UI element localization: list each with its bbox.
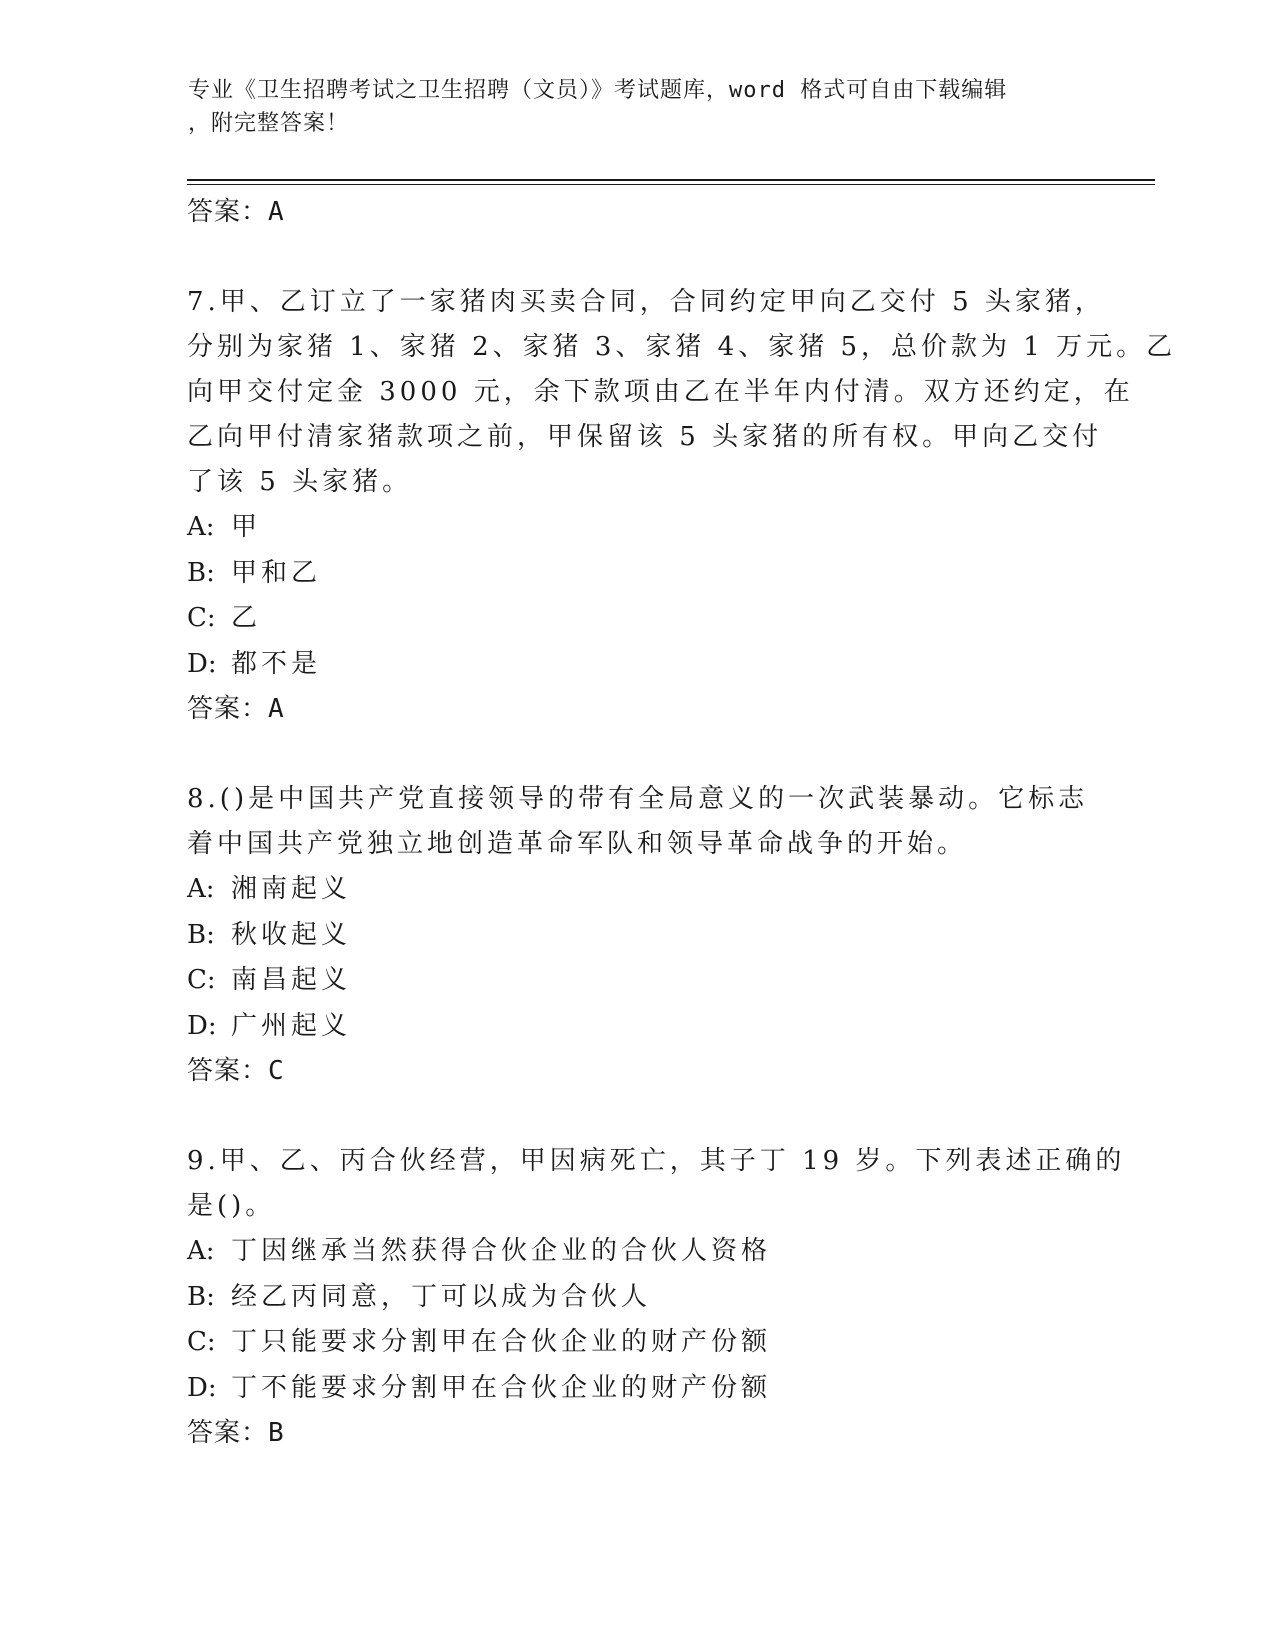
option-label: D: — [187, 1372, 217, 1403]
option-label: A: — [187, 512, 215, 542]
option-d — [187, 642, 1087, 688]
answer-line: 答案：A — [187, 197, 285, 227]
option-c — [187, 1320, 1087, 1366]
question-block — [187, 1139, 1126, 1456]
option-b — [187, 1275, 1087, 1321]
option-text: 秋收起义 — [231, 919, 352, 950]
question-text-line: 分别为家猪 1、家猪 2、家猪 3、家猪 4、家猪 5，总价款为 1 万元。乙 — [187, 332, 1177, 362]
option-a — [187, 867, 1087, 913]
option-text: 丁只能要求分割甲在合伙企业的财产份额 — [231, 1327, 772, 1357]
option-text: 广州起义 — [231, 1010, 352, 1041]
option-c — [187, 958, 1087, 1004]
question-text-line: 是()。 — [187, 1191, 276, 1221]
answer-line: 答案：B — [187, 1418, 285, 1448]
option-label: D: — [187, 648, 217, 679]
question-text-line: 乙向甲付清家猪款项之前，甲保留该 5 头家猪的所有权。甲向乙交付 — [187, 422, 1103, 452]
question-text-line: 9.甲、乙、丙合伙经营，甲因病死亡，其子丁 19 岁。下列表述正确的 — [187, 1146, 1126, 1176]
option-b — [187, 551, 1087, 597]
option-b — [187, 913, 1087, 959]
option-label: C: — [187, 603, 216, 633]
option-text: 甲和乙 — [231, 557, 322, 588]
header-divider-top — [187, 179, 1155, 181]
option-label: C: — [187, 965, 216, 995]
option-text: 甲 — [231, 512, 262, 542]
option-label: B: — [187, 557, 215, 588]
option-c — [187, 596, 1087, 642]
option-label: B: — [187, 1281, 215, 1312]
header-line-2: ，附完整答案！ — [188, 111, 350, 136]
question-text-line: 向甲交付定金 3000 元，余下款项由乙在半年内付清。双方还约定，在 — [187, 377, 1134, 407]
document-header — [188, 74, 1088, 140]
option-text: 湘南起义 — [231, 874, 352, 904]
question-text-line: 8.()是中国共产党直接领导的带有全局意义的一次武装暴动。它标志 — [187, 784, 1089, 814]
option-text: 乙 — [231, 603, 262, 633]
option-d — [187, 1004, 1087, 1050]
answer-line: 答案：C — [187, 1056, 285, 1086]
option-text: 都不是 — [231, 648, 322, 679]
option-label: A: — [187, 874, 215, 904]
question-block — [187, 280, 1177, 732]
question-text-line: 7.甲、乙订立了一家猪肉买卖合同，合同约定甲向乙交付 5 头家猪， — [187, 287, 1105, 317]
option-label: A: — [187, 1236, 215, 1266]
option-label: B: — [187, 919, 215, 950]
option-d — [187, 1366, 1087, 1412]
answer-line: 答案：A — [187, 694, 285, 724]
document-body — [187, 190, 1177, 1456]
option-text: 南昌起义 — [231, 965, 352, 995]
option-a — [187, 1229, 1087, 1275]
option-label: C: — [187, 1327, 216, 1357]
option-a — [187, 505, 1087, 551]
option-text: 丁因继承当然获得合伙企业的合伙人资格 — [231, 1236, 772, 1266]
question-text-line: 着中国共产党独立地创造革命军队和领导革命战争的开始。 — [187, 829, 968, 859]
question-text-line: 了该 5 头家猪。 — [187, 467, 413, 497]
option-text: 经乙丙同意，丁可以成为合伙人 — [231, 1281, 652, 1312]
header-line-1: 专业《卫生招聘考试之卫生招聘（文员）》考试题库，word 格式可自由下载编辑 — [188, 78, 1008, 103]
option-text: 丁不能要求分割甲在合伙企业的财产份额 — [231, 1372, 772, 1403]
option-label: D: — [187, 1010, 217, 1041]
header-divider-bottom — [187, 184, 1155, 185]
question-block — [187, 777, 1087, 1094]
